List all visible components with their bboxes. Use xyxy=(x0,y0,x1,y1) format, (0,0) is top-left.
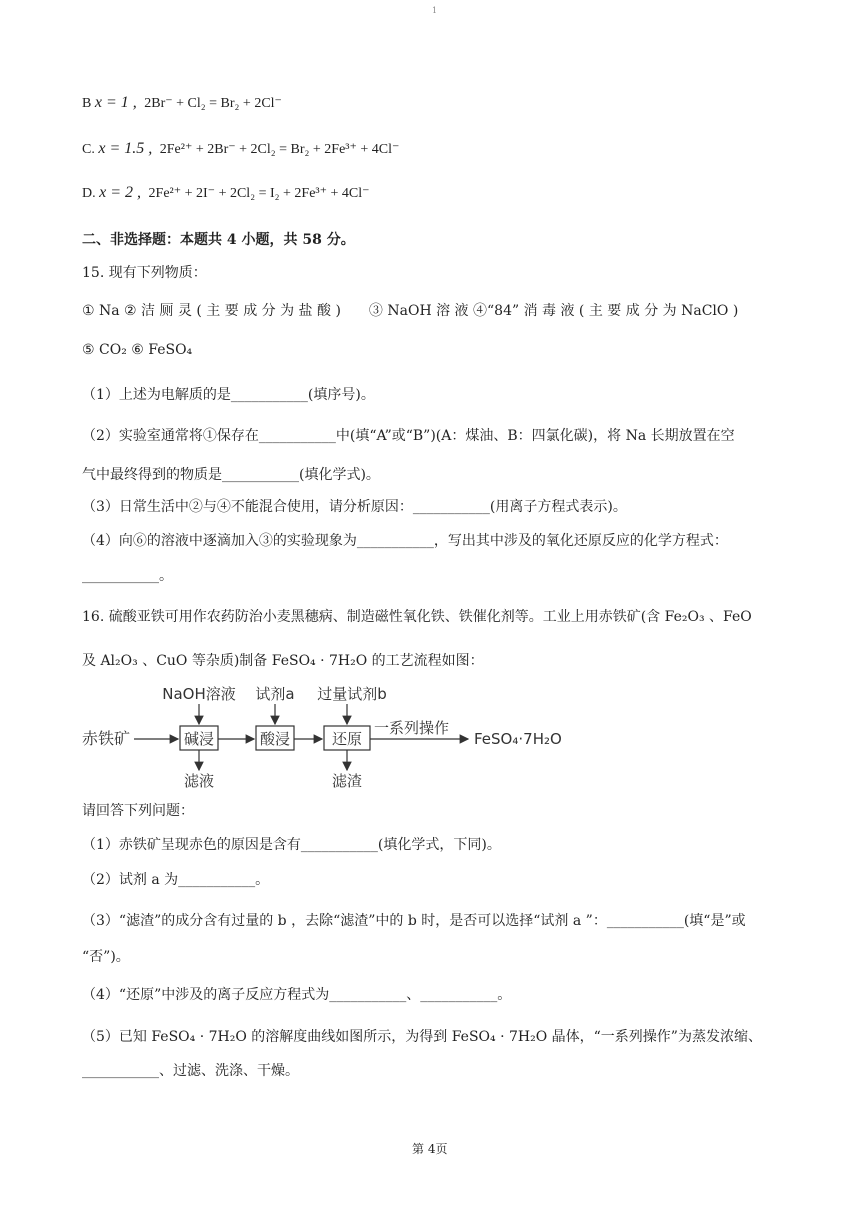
q15-part3: （3）日常生活中②与④不能混合使用，请分析原因：___________(用离子方程式表示)。 xyxy=(82,499,627,515)
q15-part2-b: 气中最终得到的物质是___________(填化学式)。 xyxy=(82,467,380,483)
option-label: C. xyxy=(82,142,95,157)
flow-input-label: NaOH溶液 xyxy=(162,685,236,703)
option-b xyxy=(82,94,282,112)
q16-part5-b: ___________、过滤、洗涤、干燥。 xyxy=(82,1063,299,1079)
q16-part3-b: “否”)。 xyxy=(82,949,130,965)
page-number: 第 4页 xyxy=(412,1142,448,1156)
q15-part2-a: （2）实验室通常将①保存在___________中(填“A”或“B”)(A：煤油、B：四氯化碳)，将 Na 长期放置在空 xyxy=(82,428,735,444)
flow-step-label: 碱浸 xyxy=(183,730,215,748)
option-condition: x = 1.5 , xyxy=(98,140,153,157)
q15-part4-a: （4）向⑥的溶液中逐滴加入③的实验现象为___________，写出其中涉及的氧化还原反应的化学方程式： xyxy=(82,533,728,549)
option-equation: 2Fe²⁺ + 2Br⁻ + 2Cl₂ = Br₂ + 2Fe³⁺ + 4Cl⁻ xyxy=(159,142,400,157)
flow-step-label: 酸浸 xyxy=(259,730,291,748)
option-condition: x = 2 , xyxy=(99,184,142,201)
flow-start-label: 赤铁矿 xyxy=(82,729,131,748)
option-equation: 2Br⁻ + Cl₂ = Br₂ + 2Cl⁻ xyxy=(144,96,282,111)
option-d xyxy=(82,184,370,202)
process-flow-diagram xyxy=(82,680,602,792)
q16-stem-a: 16. 硫酸亚铁可用作农药防治小麦黑穗病、制造磁性氧化铁、铁催化剂等。工业上用赤铁矿(含 Fe₂O₃ 、FeO xyxy=(82,609,752,625)
option-label: B xyxy=(82,96,92,111)
q15-items-line1: ① Na ② 洁 厕 灵 ( 主 要 成 分 为 盐 酸 ) ③ NaOH 溶 液 ④“84” 消 毒 液 ( 主 要 成 分 为 NaClO ) xyxy=(82,303,739,319)
section-title: 二、非选择题：本题共 4 小题，共 58 分。 xyxy=(82,232,355,248)
flow-product-label: FeSO₄·7H₂O xyxy=(474,730,562,748)
q16-part3-a: （3）“滤渣”的成分含有过量的 b ，去除“滤渣”中的 b 时，是否可以选择“试剂 a ”：___________(填“是”或 xyxy=(82,913,746,929)
flow-output-label: 滤渣 xyxy=(331,772,363,790)
header-mark: 1 xyxy=(432,6,438,15)
flow-operation-label: 一系列操作 xyxy=(374,719,450,737)
q15-stem: 15. 现有下列物质： xyxy=(82,265,207,281)
q15-items-line2: ⑤ CO₂ ⑥ FeSO₄ xyxy=(82,342,193,358)
option-c xyxy=(82,140,399,158)
flow-input-label: 试剂a xyxy=(255,685,295,703)
q16-part2: （2）试剂 a 为___________。 xyxy=(82,872,270,888)
q16-part1: （1）赤铁矿呈现赤色的原因是含有___________(填化学式，下同)。 xyxy=(82,837,501,853)
q16-stem-b: 及 Al₂O₃ 、CuO 等杂质)制备 FeSO₄ · 7H₂O 的工艺流程如图： xyxy=(82,653,484,669)
option-condition: x = 1 , xyxy=(94,94,137,111)
option-label: D. xyxy=(82,186,96,201)
q16-part4: （4）“还原”中涉及的离子反应方程式为___________、___________。 xyxy=(82,987,512,1003)
flow-step-label: 还原 xyxy=(331,730,363,748)
q15-part1: （1）上述为电解质的是___________(填序号)。 xyxy=(82,387,375,403)
option-equation: 2Fe²⁺ + 2I⁻ + 2Cl₂ = I₂ + 2Fe³⁺ + 4Cl⁻ xyxy=(148,186,370,201)
flow-input-label: 过量试剂b xyxy=(317,685,387,703)
q15-part4-b: ___________。 xyxy=(82,568,173,584)
q16-prompt: 请回答下列问题： xyxy=(82,803,194,819)
q16-part5-a: （5）已知 FeSO₄ · 7H₂O 的溶解度曲线如图所示，为得到 FeSO₄ · 7H₂O 晶体，“一系列操作”为蒸发浓缩、 xyxy=(82,1029,762,1045)
flow-output-label: 滤液 xyxy=(183,772,215,790)
